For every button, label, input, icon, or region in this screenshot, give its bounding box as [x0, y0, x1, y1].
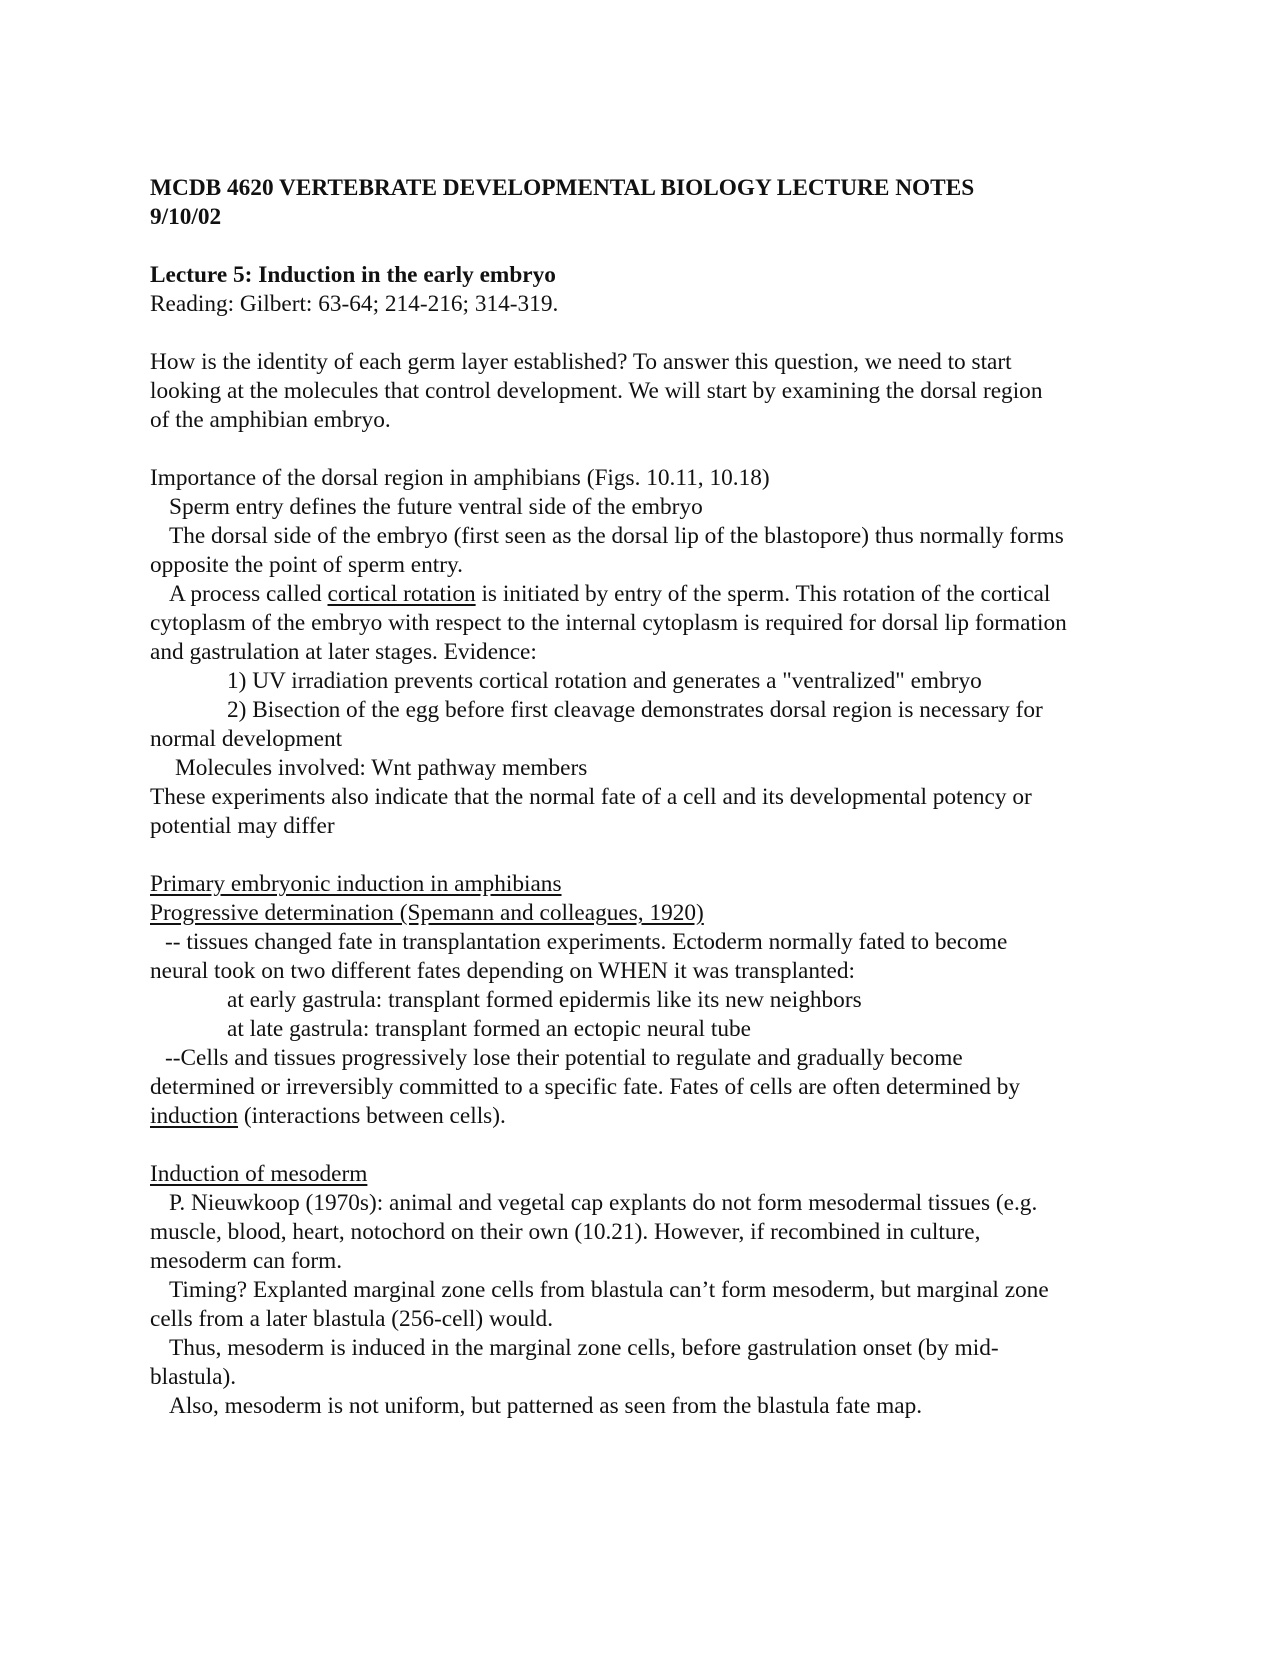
cells-line: determined or irreversibly committed to a specific fate. Fates of cells are often determined by — [150, 1074, 1021, 1100]
lecture-notes-page — [150, 174, 1150, 1421]
document-date: 9/10/02 — [150, 204, 222, 230]
cortical-rotation-prefix: A process called — [169, 581, 328, 607]
cells-line: --Cells and tissues progressively lose their potential to regulate and gradually become — [165, 1045, 963, 1071]
late-gastrula-line: at late gastrula: transplant formed an ectopic neural tube — [227, 1016, 751, 1042]
experiments-line: These experiments also indicate that the normal fate of a cell and its developmental potency or — [150, 784, 1032, 810]
sperm-entry-line: Sperm entry defines the future ventral side of the embryo — [169, 494, 703, 520]
document-title: MCDB 4620 VERTEBRATE DEVELOPMENTAL BIOLOGY LECTURE NOTES — [150, 175, 975, 201]
cytoplasm-line: cytoplasm of the embryo with respect to the internal cytoplasm is required for dorsal lip formation — [150, 610, 1067, 636]
induction-definition: (interactions between cells). — [238, 1103, 506, 1129]
spacer — [150, 1131, 1150, 1160]
dorsal-region-heading: Importance of the dorsal region in amphibians (Figs. 10.11, 10.18) — [150, 465, 770, 491]
nieuwkoop-line: muscle, blood, heart, notochord on their own (10.21). However, if recombined in culture, — [150, 1219, 981, 1245]
intro-paragraph-line: looking at the molecules that control development. We will start by examining the dorsal region — [150, 378, 1043, 404]
tissues-line: -- tissues changed fate in transplantation experiments. Ectoderm normally fated to become — [165, 929, 1008, 955]
spacer — [150, 841, 1150, 870]
dorsal-side-line: opposite the point of sperm entry. — [150, 552, 463, 578]
mesoderm-induction-heading: Induction of mesoderm — [150, 1161, 368, 1187]
dorsal-side-line: The dorsal side of the embryo (first seen as the dorsal lip of the blastopore) thus normally forms — [169, 523, 1064, 549]
reading-assignment: Reading: Gilbert: 63-64; 214-216; 314-319. — [150, 291, 559, 317]
induction-term: induction — [150, 1103, 239, 1129]
experiments-line: potential may differ — [150, 813, 335, 839]
spacer — [150, 319, 1150, 348]
thus-line: Thus, mesoderm is induced in the marginal zone cells, before gastrulation onset (by mid- — [169, 1335, 999, 1361]
evidence-item-2: 2) Bisection of the egg before first cleavage demonstrates dorsal region is necessary for — [227, 697, 1043, 723]
primary-induction-heading: Primary embryonic induction in amphibians — [150, 871, 562, 897]
molecules-involved-line: Molecules involved: Wnt pathway members — [175, 755, 588, 781]
patterned-mesoderm-line: Also, mesoderm is not uniform, but patterned as seen from the blastula fate map. — [169, 1393, 923, 1419]
tissues-line: neural took on two different fates depending on WHEN it was transplanted: — [150, 958, 855, 984]
spacer — [150, 232, 1150, 261]
nieuwkoop-line: P. Nieuwkoop (1970s): animal and vegetal cap explants do not form mesodermal tissues (e.g. — [169, 1190, 1038, 1216]
timing-line: Timing? Explanted marginal zone cells from blastula can’t form mesoderm, but marginal zone — [169, 1277, 1049, 1303]
spacer — [150, 435, 1150, 464]
induction-line — [150, 1102, 1150, 1131]
cortical-rotation-line — [150, 580, 1150, 609]
intro-paragraph-line: of the amphibian embryo. — [150, 407, 391, 433]
evidence-item-1: 1) UV irradiation prevents cortical rotation and generates a "ventralized" embryo — [227, 668, 982, 694]
thus-line: blastula). — [150, 1364, 237, 1390]
early-gastrula-line: at early gastrula: transplant formed epidermis like its new neighbors — [227, 987, 862, 1013]
progressive-determination-heading: Progressive determination (Spemann and colleagues, 1920) — [150, 900, 704, 926]
cortical-rotation-suffix: is initiated by entry of the sperm. This rotation of the cortical — [475, 581, 1051, 607]
cortical-rotation-term: cortical rotation — [327, 581, 476, 607]
timing-line: cells from a later blastula (256-cell) would. — [150, 1306, 554, 1332]
intro-paragraph-line: How is the identity of each germ layer established? To answer this question, we need to start — [150, 349, 1012, 375]
gastrulation-line: and gastrulation at later stages. Evidence: — [150, 639, 537, 665]
nieuwkoop-line: mesoderm can form. — [150, 1248, 343, 1274]
lecture-title: Lecture 5: Induction in the early embryo — [150, 262, 556, 288]
evidence-item-2-cont: normal development — [150, 726, 343, 752]
